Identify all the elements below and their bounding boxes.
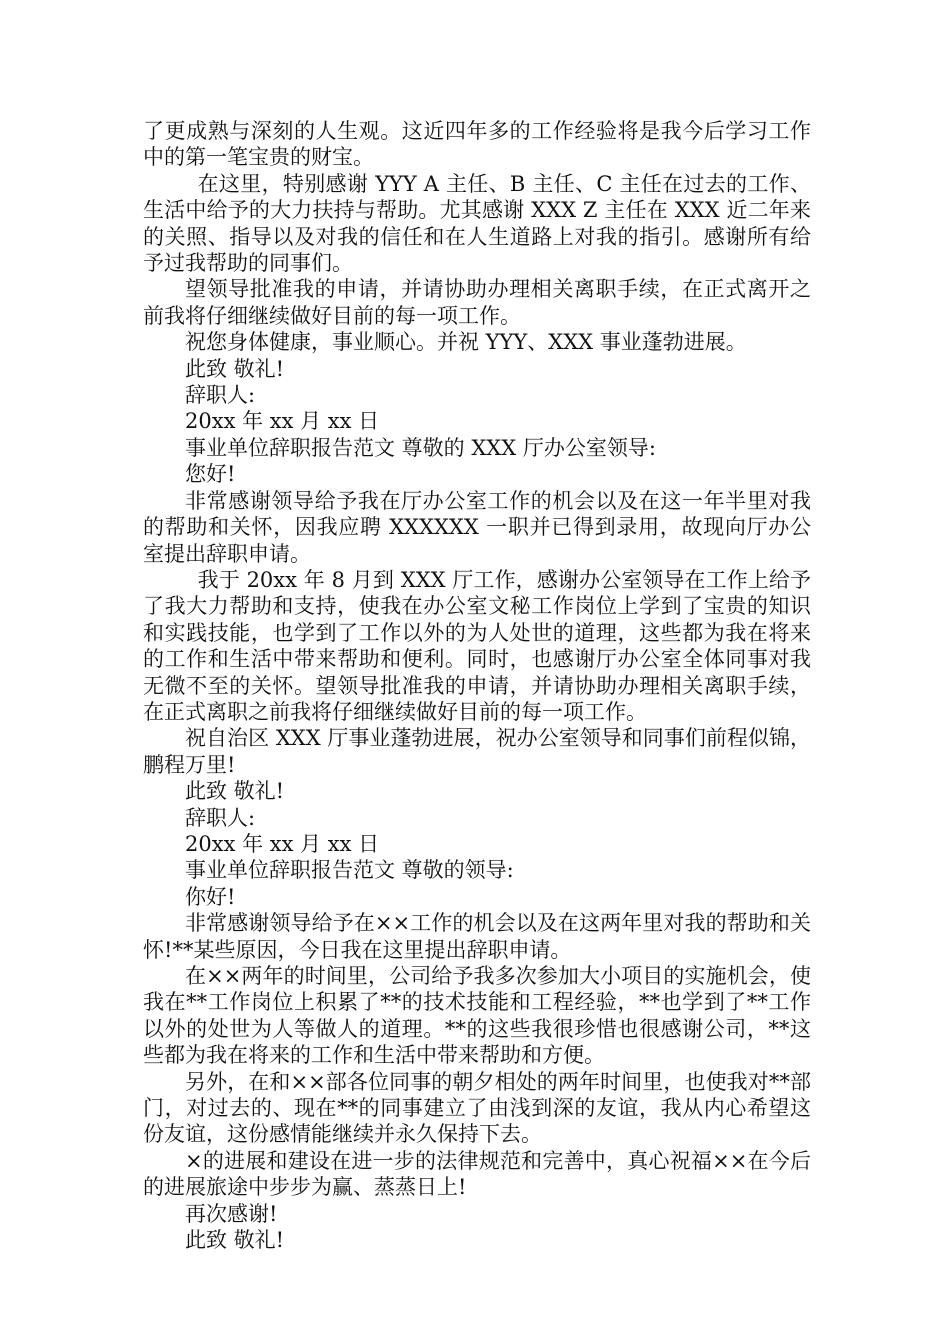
section-heading: 事业单位辞职报告范文 尊敬的领导: bbox=[185, 858, 514, 883]
paragraph: 了更成熟与深刻的人生观。这近四年多的工作经验将是我今后学习工作中的第一笔宝贵的财宝。 bbox=[143, 119, 811, 170]
thanks-line: 再次感谢! bbox=[185, 1201, 278, 1226]
paragraph: 在这里，特别感谢 YYY A 主任、B 主任、C 主任在过去的工作、生活中给予的大力扶持与帮助。尤其感谢 XXX Z 主任在 XXX 近二年来的关照、指导以及对我的信任和在人生道路上对我的指引。感谢所有给予过我帮助的同事们。 bbox=[143, 171, 811, 276]
section-heading: 事业单位辞职报告范文 尊敬的 XXX 厅办公室领导: bbox=[185, 435, 656, 460]
document-body bbox=[143, 118, 811, 1253]
paragraph: 祝自治区 XXX 厅事业蓬勃进展，祝办公室领导和同事们前程似锦，鹏程万里! bbox=[143, 726, 811, 777]
signature-label: 辞职人: bbox=[185, 805, 256, 830]
paragraph: 另外，在和××部各位同事的朝夕相处的两年时间里，也使我对**部门，对过去的、现在**的同事建立了由浅到深的友谊，我从内心希望这份友谊，这份感情能继续并永久保持下去。 bbox=[143, 1069, 811, 1147]
closing-salutation: 此致 敬礼! bbox=[185, 779, 285, 804]
closing-salutation: 此致 敬礼! bbox=[185, 356, 285, 381]
signature-label: 辞职人: bbox=[185, 383, 256, 408]
date-line: 20xx 年 xx 月 xx 日 bbox=[185, 831, 380, 856]
greeting: 您好! bbox=[185, 462, 236, 487]
greeting: 你好! bbox=[185, 884, 236, 909]
paragraph: 非常感谢领导给予我在厅办公室工作的机会以及在这一年半里对我的帮助和关怀，因我应聘 XXXXXX 一职并已得到录用，故现向厅办公室提出辞职申请。 bbox=[143, 488, 811, 566]
paragraph: 在××两年的时间里，公司给予我多次参加大小项目的实施机会，使我在**工作岗位上积累了**的技术技能和工程经验，**也学到了**工作以外的处世为人等做人的道理。**的这些我很珍惜也很感谢公司，**这些都为我在将来的工作和生活中带来帮助和方便。 bbox=[143, 964, 811, 1068]
paragraph: ×的进展和建设在进一步的法律规范和完善中，真心祝福××在今后的进展旅途中步步为赢、蒸蒸日上! bbox=[143, 1148, 811, 1200]
closing-salutation: 此致 敬礼! bbox=[185, 1228, 285, 1253]
paragraph: 我于 20xx 年 8 月到 XXX 厅工作，感谢办公室领导在工作上给予了我大力帮助和支持，使我在办公室文秘工作岗位上学到了宝贵的知识和实践技能，也学到了工作以外的为人处世的道理，这些都为我在将来的工作和生活中带来帮助和便利。同时，也感谢厅办公室全体同事对我无微不至的关怀。望领导批准我的申请，并请协助办理相关离职手续，在正式离职之前我将仔细继续做好目前的每一项工作。 bbox=[143, 567, 811, 724]
paragraph: 非常感谢领导给予在××工作的机会以及在这两年里对我的帮助和关怀!**某些原因，今日我在这里提出辞职申请。 bbox=[143, 911, 811, 962]
paragraph: 望领导批准我的申请，并请协助办理相关离职手续，在正式离开之前我将仔细继续做好目前的每一项工作。 bbox=[143, 277, 811, 328]
date-line: 20xx 年 xx 月 xx 日 bbox=[185, 409, 380, 434]
paragraph: 祝您身体健康，事业顺心。并祝 YYY、XXX 事业蓬勃进展。 bbox=[185, 330, 747, 355]
